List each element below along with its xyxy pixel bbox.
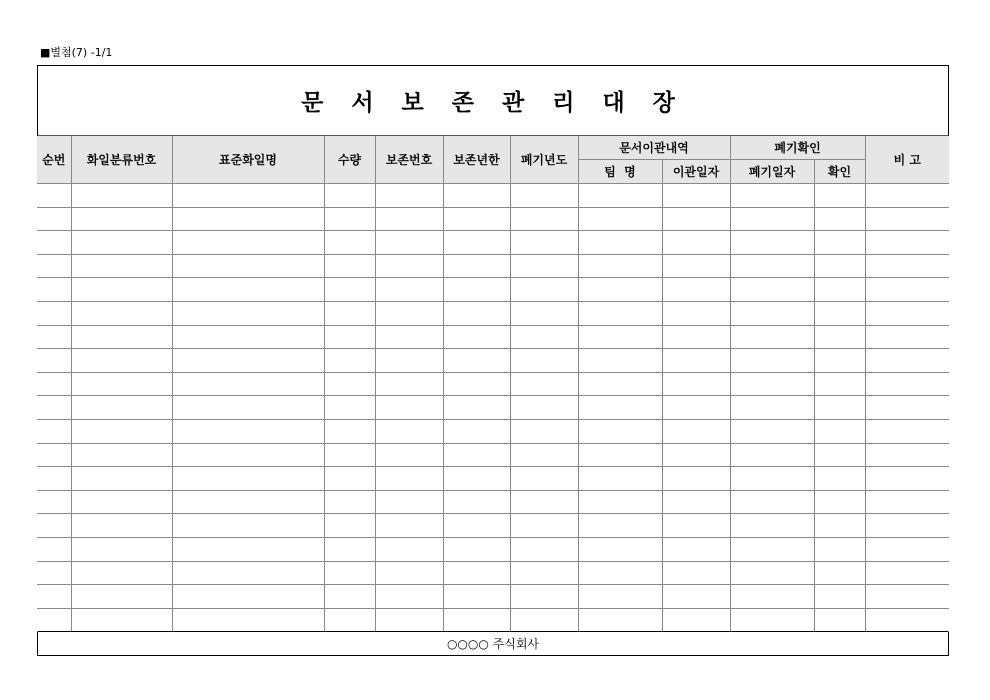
table-cell[interactable] [730,561,814,585]
table-cell[interactable] [172,254,324,278]
table-cell[interactable] [578,278,662,302]
table-row [37,254,949,278]
table-cell[interactable] [37,278,71,302]
table-cell[interactable] [578,419,662,443]
table-cell[interactable] [71,372,172,396]
table-cell[interactable] [172,184,324,208]
table-row [37,585,949,609]
table-cell[interactable] [37,396,71,420]
table-cell[interactable] [662,301,730,325]
table-cell[interactable] [730,349,814,373]
table-cell[interactable] [324,396,375,420]
table-cell[interactable] [443,467,510,491]
table-cell[interactable] [865,396,949,420]
table-cell[interactable] [662,490,730,514]
table-cell[interactable] [510,561,578,585]
table-cell[interactable] [37,254,71,278]
table-cell[interactable] [510,608,578,632]
table-cell[interactable] [172,537,324,561]
table-cell[interactable] [865,467,949,491]
table-cell[interactable] [37,467,71,491]
table-cell[interactable] [814,207,865,231]
table-cell[interactable] [814,490,865,514]
table-cell[interactable] [814,325,865,349]
table-cell[interactable] [37,231,71,255]
table-cell[interactable] [510,443,578,467]
table-cell[interactable] [324,372,375,396]
table-cell[interactable] [71,278,172,302]
table-cell[interactable] [443,301,510,325]
table-cell[interactable] [443,396,510,420]
table-cell[interactable] [662,537,730,561]
table-cell[interactable] [662,608,730,632]
table-row [37,490,949,514]
table-cell[interactable] [510,585,578,609]
table-cell[interactable] [37,608,71,632]
table-cell[interactable] [510,278,578,302]
register-sheet [37,65,949,656]
table-cell[interactable] [814,537,865,561]
table-cell[interactable] [71,585,172,609]
table-cell[interactable] [37,537,71,561]
table-cell[interactable] [510,537,578,561]
table-cell[interactable] [730,301,814,325]
table-cell[interactable] [172,608,324,632]
table-row [37,231,949,255]
table-cell[interactable] [324,585,375,609]
table-row [37,514,949,538]
table-cell[interactable] [375,585,443,609]
table-cell[interactable] [375,231,443,255]
table-cell[interactable] [443,325,510,349]
table-cell[interactable] [730,467,814,491]
table-cell[interactable] [730,184,814,208]
table-cell[interactable] [578,372,662,396]
table-cell[interactable] [443,254,510,278]
table-cell[interactable] [172,419,324,443]
table-cell[interactable] [375,301,443,325]
table-cell[interactable] [578,207,662,231]
table-cell[interactable] [578,184,662,208]
table-cell[interactable] [865,349,949,373]
table-cell[interactable] [375,561,443,585]
table-cell[interactable] [375,537,443,561]
table-cell[interactable] [172,207,324,231]
col-retention-years: 보존년한 [443,136,510,184]
table-cell[interactable] [578,490,662,514]
table-cell[interactable] [71,467,172,491]
table-cell[interactable] [375,184,443,208]
table-cell[interactable] [71,561,172,585]
table-cell[interactable] [324,561,375,585]
register-table [37,136,949,632]
table-cell[interactable] [172,325,324,349]
table-cell[interactable] [730,514,814,538]
table-cell[interactable] [37,585,71,609]
table-cell[interactable] [662,443,730,467]
company-footer: ○○○○ 주식회사 [38,631,948,655]
table-cell[interactable] [865,184,949,208]
table-cell[interactable] [730,254,814,278]
table-cell[interactable] [375,254,443,278]
table-cell[interactable] [375,467,443,491]
table-cell[interactable] [172,278,324,302]
table-cell[interactable] [324,254,375,278]
table-cell[interactable] [510,396,578,420]
table-cell[interactable] [324,443,375,467]
table-cell[interactable] [37,207,71,231]
table-cell[interactable] [578,349,662,373]
col-retention-no: 보존번호 [375,136,443,184]
attachment-label: ■별첨(7) -1/1 [40,46,113,59]
table-cell[interactable] [324,467,375,491]
col-seq: 순번 [37,136,71,184]
table-cell[interactable] [443,231,510,255]
table-cell[interactable] [510,207,578,231]
table-cell[interactable] [662,254,730,278]
table-cell[interactable] [324,608,375,632]
table-cell[interactable] [375,325,443,349]
table-cell[interactable] [510,184,578,208]
table-cell[interactable] [730,278,814,302]
table-cell[interactable] [443,349,510,373]
table-cell[interactable] [71,254,172,278]
table-cell[interactable] [37,325,71,349]
table-row [37,419,949,443]
col-std-file-name: 표준화일명 [172,136,324,184]
table-cell[interactable] [324,490,375,514]
table-cell[interactable] [814,278,865,302]
table-cell[interactable] [865,514,949,538]
table-cell[interactable] [37,514,71,538]
table-cell[interactable] [324,325,375,349]
col-transfer-team: 팀 명 [578,160,662,184]
table-cell[interactable] [865,561,949,585]
table-cell[interactable] [730,231,814,255]
table-cell[interactable] [172,561,324,585]
table-cell[interactable] [443,561,510,585]
table-cell[interactable] [443,514,510,538]
table-cell[interactable] [375,396,443,420]
table-cell[interactable] [375,278,443,302]
table-row [37,537,949,561]
table-cell[interactable] [324,207,375,231]
table-cell[interactable] [324,514,375,538]
table-cell[interactable] [71,325,172,349]
table-cell[interactable] [443,585,510,609]
table-cell[interactable] [814,254,865,278]
table-cell[interactable] [443,184,510,208]
table-cell[interactable] [865,419,949,443]
table-cell[interactable] [510,490,578,514]
table-cell[interactable] [865,278,949,302]
table-cell[interactable] [71,349,172,373]
table-row [37,184,949,208]
table-row [37,443,949,467]
table-cell[interactable] [172,301,324,325]
table-cell[interactable] [37,349,71,373]
table-row [37,396,949,420]
table-cell[interactable] [172,467,324,491]
table-cell[interactable] [730,372,814,396]
table-cell[interactable] [510,467,578,491]
table-row [37,608,949,632]
table-cell[interactable] [375,372,443,396]
table-cell[interactable] [578,514,662,538]
table-cell[interactable] [662,585,730,609]
table-cell[interactable] [578,325,662,349]
col-disposal-confirm: 확인 [814,160,865,184]
table-cell[interactable] [375,419,443,443]
table-cell[interactable] [324,349,375,373]
table-cell[interactable] [814,349,865,373]
table-cell[interactable] [814,301,865,325]
table-cell[interactable] [510,325,578,349]
table-cell[interactable] [662,419,730,443]
table-cell[interactable] [375,490,443,514]
table-cell[interactable] [71,537,172,561]
table-cell[interactable] [814,561,865,585]
table-cell[interactable] [865,301,949,325]
table-cell[interactable] [578,443,662,467]
table-cell[interactable] [730,443,814,467]
table-cell[interactable] [443,608,510,632]
table-cell[interactable] [865,537,949,561]
col-remarks: 비 고 [865,136,949,184]
table-cell[interactable] [443,443,510,467]
col-disposal-year: 폐기년도 [510,136,578,184]
table-cell[interactable] [71,231,172,255]
table-row [37,325,949,349]
table-cell[interactable] [730,396,814,420]
table-cell[interactable] [71,207,172,231]
table-cell[interactable] [814,514,865,538]
table-cell[interactable] [814,372,865,396]
table-cell[interactable] [814,396,865,420]
table-cell[interactable] [865,372,949,396]
table-row [37,561,949,585]
document-title: 문 서 보 존 관 리 대 장 [38,66,948,136]
table-cell[interactable] [730,585,814,609]
table-cell[interactable] [662,561,730,585]
table-cell[interactable] [71,490,172,514]
table-cell[interactable] [662,467,730,491]
table-cell[interactable] [37,443,71,467]
table-cell[interactable] [662,372,730,396]
table-cell[interactable] [865,608,949,632]
table-cell[interactable] [71,301,172,325]
table-cell[interactable] [662,514,730,538]
table-cell[interactable] [324,419,375,443]
table-cell[interactable] [578,301,662,325]
table-cell[interactable] [375,349,443,373]
table-cell[interactable] [662,278,730,302]
table-cell[interactable] [510,419,578,443]
table-cell[interactable] [578,396,662,420]
table-cell[interactable] [37,184,71,208]
table-cell[interactable] [443,419,510,443]
table-cell[interactable] [510,254,578,278]
table-cell[interactable] [172,372,324,396]
table-cell[interactable] [324,184,375,208]
table-cell[interactable] [375,443,443,467]
table-cell[interactable] [730,325,814,349]
table-row [37,207,949,231]
table-cell[interactable] [578,561,662,585]
table-cell[interactable] [37,490,71,514]
table-cell[interactable] [37,301,71,325]
table-cell[interactable] [578,254,662,278]
table-cell[interactable] [814,231,865,255]
table-cell[interactable] [172,585,324,609]
table-cell[interactable] [510,349,578,373]
table-cell[interactable] [324,231,375,255]
table-cell[interactable] [172,396,324,420]
table-cell[interactable] [814,443,865,467]
table-cell[interactable] [324,537,375,561]
table-cell[interactable] [443,537,510,561]
table-row [37,372,949,396]
table-cell[interactable] [37,372,71,396]
table-cell[interactable] [510,372,578,396]
table-cell[interactable] [662,325,730,349]
table-cell[interactable] [71,184,172,208]
table-cell[interactable] [510,514,578,538]
table-cell[interactable] [662,207,730,231]
table-row [37,301,949,325]
col-transfer-group: 문서이관내역 [578,136,730,160]
table-cell[interactable] [730,207,814,231]
table-cell[interactable] [662,184,730,208]
table-cell[interactable] [443,207,510,231]
table-cell[interactable] [71,514,172,538]
table-cell[interactable] [375,514,443,538]
table-cell[interactable] [172,231,324,255]
table-cell[interactable] [814,467,865,491]
table-cell[interactable] [730,419,814,443]
col-disposal-group: 폐기확인 [730,136,865,160]
table-row [37,467,949,491]
table-cell[interactable] [71,419,172,443]
table-cell[interactable] [510,231,578,255]
table-cell[interactable] [71,608,172,632]
table-cell[interactable] [172,443,324,467]
table-cell[interactable] [730,537,814,561]
table-row [37,278,949,302]
table-cell[interactable] [324,278,375,302]
table-cell[interactable] [578,467,662,491]
table-cell[interactable] [662,396,730,420]
table-cell[interactable] [578,231,662,255]
table-cell[interactable] [865,231,949,255]
table-cell[interactable] [510,301,578,325]
table-cell[interactable] [814,585,865,609]
table-cell[interactable] [730,490,814,514]
table-cell[interactable] [865,254,949,278]
table-cell[interactable] [172,349,324,373]
table-cell[interactable] [662,231,730,255]
table-cell[interactable] [578,537,662,561]
table-cell[interactable] [375,608,443,632]
table-cell[interactable] [578,608,662,632]
table-cell[interactable] [578,585,662,609]
table-cell[interactable] [324,301,375,325]
table-cell[interactable] [865,325,949,349]
table-row [37,349,949,373]
table-cell[interactable] [814,184,865,208]
table-cell[interactable] [71,396,172,420]
table-cell[interactable] [730,608,814,632]
table-cell[interactable] [865,585,949,609]
table-cell[interactable] [37,419,71,443]
table-cell[interactable] [814,419,865,443]
table-cell[interactable] [375,207,443,231]
table-cell[interactable] [443,490,510,514]
table-cell[interactable] [662,349,730,373]
table-cell[interactable] [865,490,949,514]
register-body [37,184,949,632]
col-disposal-date: 폐기일자 [730,160,814,184]
table-cell[interactable] [865,207,949,231]
col-transfer-date: 이관일자 [662,160,730,184]
table-cell[interactable] [172,490,324,514]
table-cell[interactable] [865,443,949,467]
col-file-class-no: 화일분류번호 [71,136,172,184]
table-cell[interactable] [814,608,865,632]
table-cell[interactable] [443,278,510,302]
table-cell[interactable] [71,443,172,467]
col-quantity: 수량 [324,136,375,184]
table-cell[interactable] [172,514,324,538]
table-cell[interactable] [37,561,71,585]
table-cell[interactable] [443,372,510,396]
